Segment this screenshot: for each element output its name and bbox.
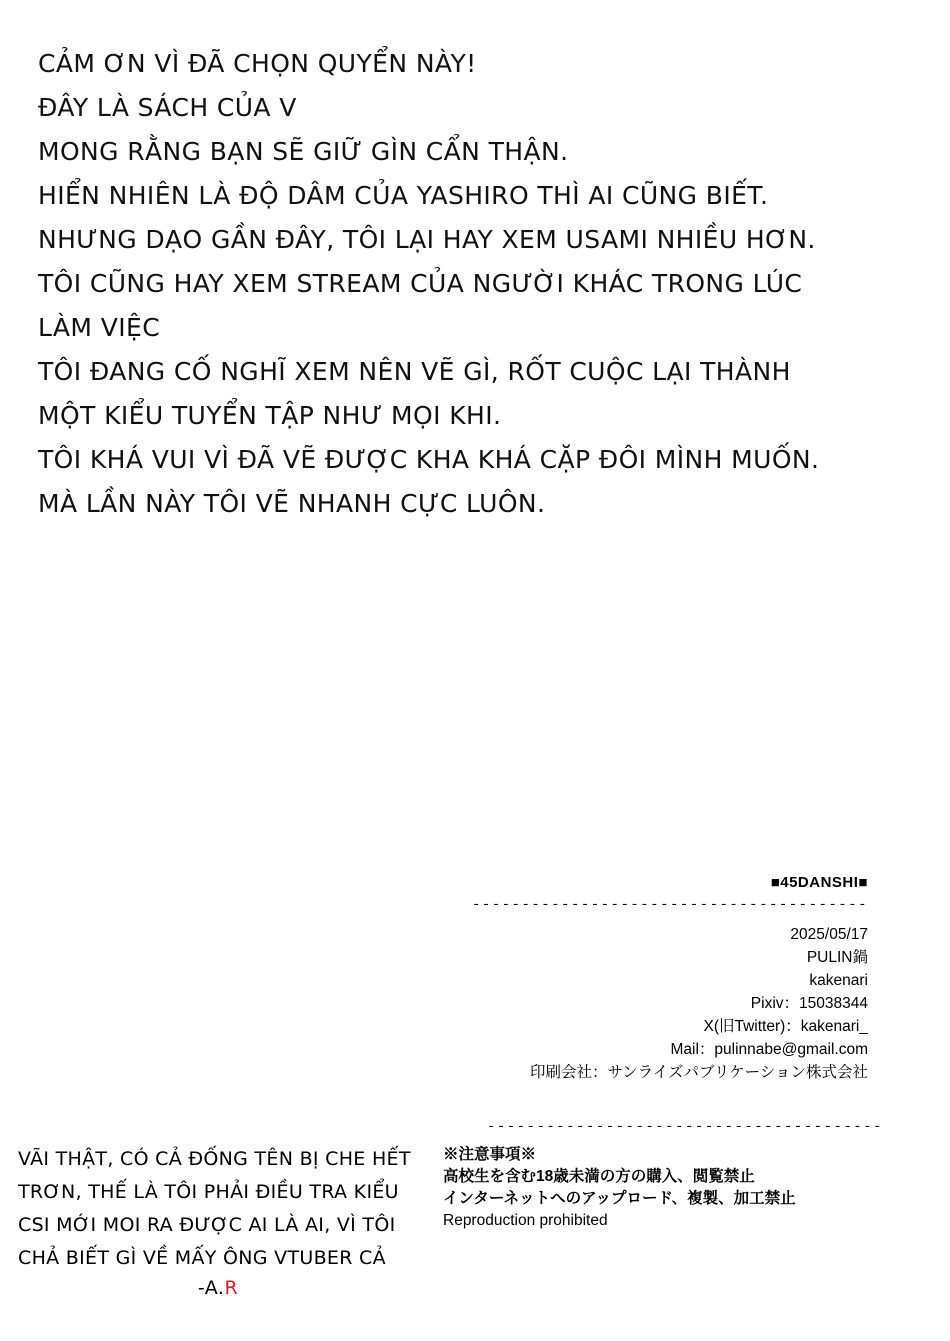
author-name: kakenari — [809, 972, 868, 989]
notice-heading: ※注意事項※ — [443, 1146, 537, 1163]
notice-age-restriction: 高校生を含む18歳未満の方の購入、閲覧禁止 — [443, 1168, 755, 1185]
colophon-block — [438, 874, 868, 1084]
afterword-line: TÔI CŨNG HAY XEM STREAM CỦA NGƯỜI KHÁC TRONG LÚC — [38, 269, 803, 298]
notice-reproduction-prohibited: Reproduction prohibited — [443, 1212, 608, 1229]
translator-note-line: VÃI THẬT, CÓ CẢ ĐỐNG TÊN BỊ CHE HẾT — [18, 1148, 411, 1170]
translator-note-line: CHẢ BIẾT GÌ VỀ MẤY ÔNG VTUBER CẢ — [18, 1247, 386, 1269]
notice-upload-prohibited: インターネットへのアップロード、複製、加工禁止 — [443, 1190, 796, 1207]
divider-dashed: ---------------------------------------- — [486, 1119, 883, 1135]
doujin-title: ■45DANSHI■ — [770, 874, 868, 891]
publication-date: 2025/05/17 — [790, 926, 868, 943]
signature-initial: R — [224, 1277, 239, 1299]
translator-note-line: TRƠN, THẾ LÀ TÔI PHẢI ĐIỀU TRA KIỂU — [18, 1181, 399, 1203]
translator-signature — [18, 1277, 418, 1299]
afterword-line: HIỂN NHIÊN LÀ ĐỘ DÂM CỦA YASHIRO THÌ AI CŨNG BIẾT. — [38, 181, 769, 210]
pixiv-id: Pixiv：15038344 — [750, 995, 868, 1012]
notice-block — [443, 1119, 883, 1232]
afterword-line: NHƯNG DẠO GẦN ĐÂY, TÔI LẠI HAY XEM USAMI NHIỀU HƠN. — [38, 225, 816, 254]
afterword-line: ĐÂY LÀ SÁCH CỦA V — [38, 93, 297, 122]
printing-company: 印刷会社：サンライズパブリケーション株式会社 — [529, 1064, 868, 1081]
afterword-line: MỘT KIỂU TUYỂN TẬP NHƯ MỌI KHI. — [38, 401, 502, 430]
afterword-line: LÀM VIỆC — [38, 313, 161, 342]
divider-dashed: ---------------------------------------- — [471, 897, 868, 913]
afterword-line: MONG RẰNG BẠN SẼ GIỮ GÌN CẨN THẬN. — [38, 137, 569, 166]
afterword-line: MÀ LẦN NÀY TÔI VẼ NHANH CỰC LUÔN. — [38, 489, 546, 518]
afterword-line: CẢM ƠN VÌ ĐÃ CHỌN QUYỂN NÀY! — [38, 49, 477, 78]
circle-name: PULIN鍋 — [806, 949, 868, 966]
twitter-handle: X(旧Twitter)：kakenari_ — [703, 1018, 868, 1035]
translator-note-block — [18, 1143, 418, 1299]
afterword-line: TÔI KHÁ VUI VÌ ĐÃ VẼ ĐƯỢC KHA KHÁ CẶP ĐÔI MÌNH MUỐN. — [38, 445, 820, 474]
email-address: Mail：pulinnabe@gmail.com — [670, 1041, 868, 1058]
afterword-text-block — [38, 42, 838, 526]
afterword-line: TÔI ĐANG CỐ NGHĨ XEM NÊN VẼ GÌ, RỐT CUỘC LẠI THÀNH — [38, 357, 791, 386]
translator-note-line: CSI MỚI MOI RA ĐƯỢC AI LÀ AI, VÌ TÔI — [18, 1214, 396, 1236]
signature-prefix: -A. — [197, 1277, 225, 1299]
